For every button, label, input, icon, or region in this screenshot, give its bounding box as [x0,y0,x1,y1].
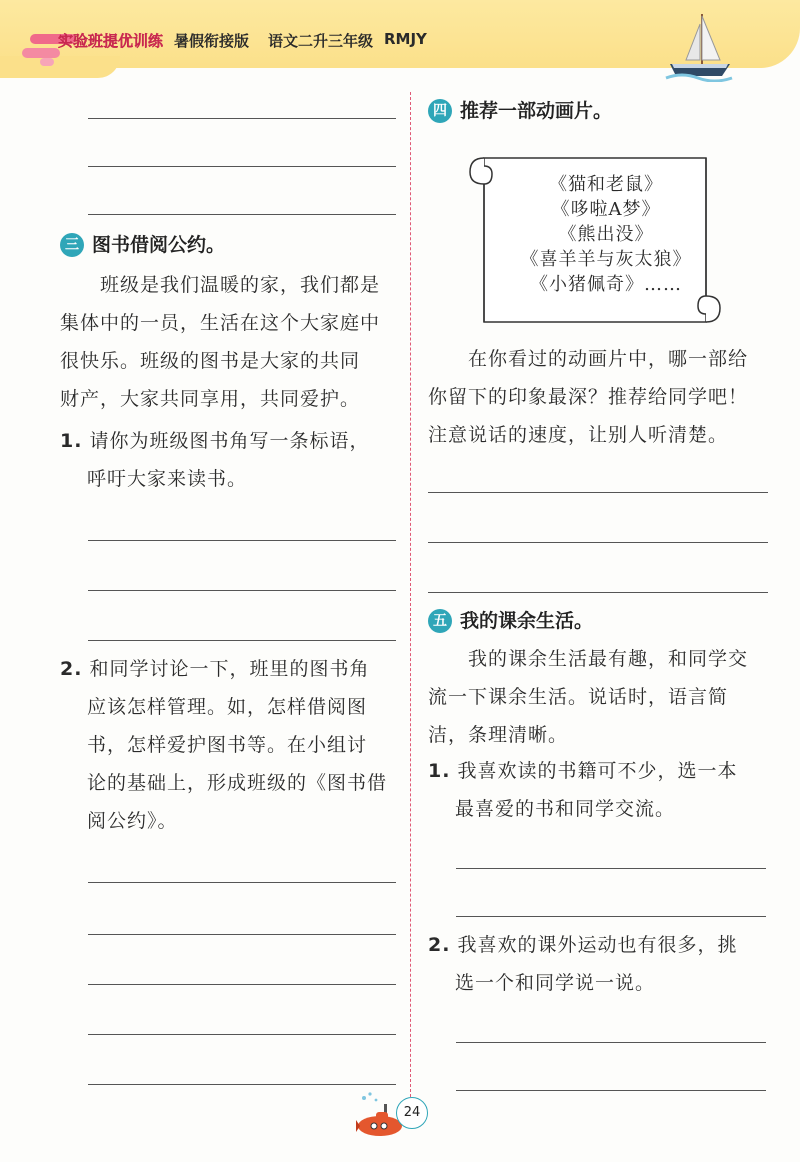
text-line: 阅公约》。 [87,810,178,832]
text-line: 注意说话的速度，让别人听清楚。 [428,424,729,446]
text-line: 你留下的印象最深？推荐给同学吧！ [428,386,749,408]
answer-line[interactable] [456,1042,766,1043]
answer-line[interactable] [428,592,768,593]
text-line: 流一下课余生活。说话时，语言简 [428,686,729,708]
answer-line[interactable] [88,934,396,935]
text-line: 洁，条理清晰。 [428,724,569,746]
answer-line[interactable] [456,1090,766,1091]
sailboat-icon [664,10,734,82]
text-line: 论的基础上，形成班级的《图书借 [87,772,388,794]
cartoon-title: 《猫和老鼠》 [549,174,663,195]
question-2 [60,650,387,840]
text-line: 选一个和同学说一说。 [455,972,656,994]
cartoon-list [500,172,712,297]
text-line: 和同学讨论一下，班里的图书角 [89,658,370,680]
text-line: 我的课余生活最有趣，和同学交 [428,648,749,670]
text-line: 很快乐。班级的图书是大家的共同 [60,350,361,372]
cartoon-title: 《喜羊羊与灰太狼》 [520,249,692,270]
question-number: 1. [60,430,83,452]
section-5-heading [428,606,593,633]
cartoon-title: 《熊出没》 [558,224,654,245]
answer-line[interactable] [428,492,768,493]
text-line: 集体中的一员，生活在这个大家庭中 [60,312,381,334]
text-line: 请你为班级图书角写一条标语， [89,430,370,452]
text-line: 呼吁大家来读书。 [87,468,248,490]
section-3-heading [60,230,225,257]
series-brand: 实验班提优训练 [58,32,164,50]
section-number-badge: 四 [428,99,452,123]
section-5-title: 我的课余生活。 [460,610,594,632]
question-number: 2. [428,934,451,956]
answer-line[interactable] [88,984,396,985]
answer-line[interactable] [88,540,396,541]
question-number: 2. [60,658,83,680]
decor-stripe [22,48,60,58]
answer-line[interactable] [88,1084,396,1085]
text-line: 财产，大家共同享用，共同爱护。 [60,388,361,410]
text-line: 我喜欢的课外运动也有很多，挑 [457,934,738,956]
section-5-intro [428,640,748,754]
text-line: 应该怎样管理。如，怎样借阅图 [87,696,368,718]
answer-line[interactable] [456,916,766,917]
question-5-2 [428,926,738,1002]
text-line: 在你看过的动画片中，哪一部给 [428,348,749,370]
question-number: 1. [428,760,451,782]
answer-line[interactable] [88,882,396,883]
section-3-intro [60,266,380,418]
text-line: 最喜爱的书和同学交流。 [455,798,676,820]
text-line: 我喜欢读的书籍可不少，选一本 [457,760,738,782]
answer-line[interactable] [88,640,396,641]
cartoon-title: 《小猪佩奇》…… [530,274,682,295]
question-1 [60,422,370,498]
section-4-title: 推荐一部动画片。 [460,100,613,122]
section-number-badge: 三 [60,233,84,257]
answer-line[interactable] [88,1034,396,1035]
answer-line[interactable] [88,590,396,591]
answer-line[interactable] [88,214,396,215]
section-4-intro [428,340,748,454]
answer-line[interactable] [88,166,396,167]
question-5-1 [428,752,738,828]
decor-stripe [40,58,54,66]
section-4-heading [428,96,612,123]
code-label: RMJY [384,30,427,48]
edition-label: 暑假衔接版 [174,32,250,50]
page-number: 24 [396,1097,428,1129]
text-line: 书，怎样爱护图书等。在小组讨 [87,734,368,756]
text-line: 班级是我们温暖的家，我们都是 [60,274,381,296]
column-divider [410,92,411,1102]
section-number-badge: 五 [428,609,452,633]
answer-line[interactable] [456,868,766,869]
cartoon-title: 《哆啦A梦》 [551,199,661,220]
section-3-title: 图书借阅公约。 [92,234,226,256]
header-band-tail [0,56,120,78]
subject-label: 语文二升三年级 [268,32,374,50]
answer-line[interactable] [428,542,768,543]
answer-line[interactable] [88,118,396,119]
